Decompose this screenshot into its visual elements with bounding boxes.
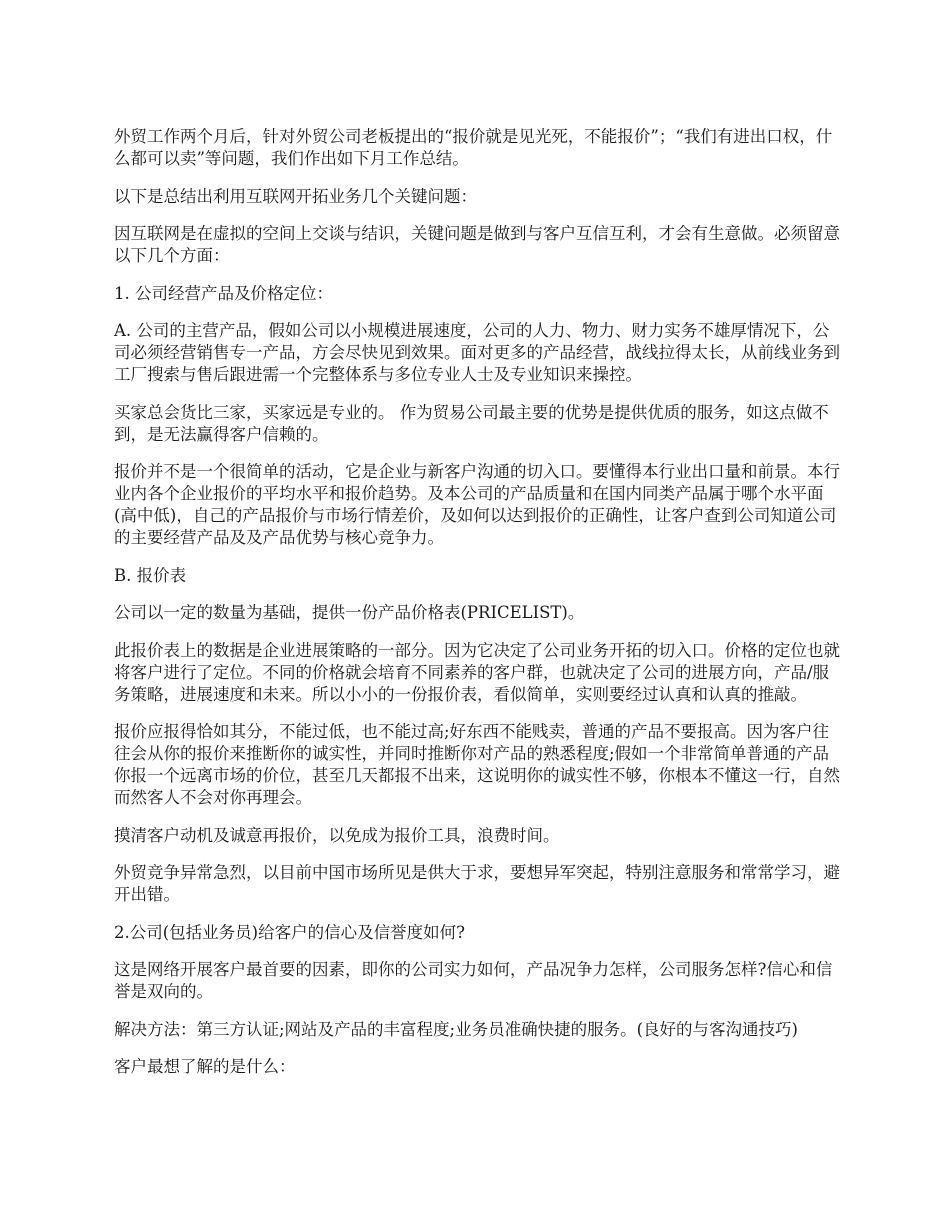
paragraph-quotation-activity: 报价并不是一个很简单的活动，它是企业与新客户沟通的切入口。要懂得本行业出口量和前景。本行业内各个企业报价的平均水平和报价趋势。及本公司的产品质量和在国内同类产品属于哪个水平面(高中低)，自己的产品报价与市场行情差价，及如何以达到报价的正确性，让客户查到公司知道公司的主要经营产品及及产品优势与核心竞争力。 bbox=[114, 462, 840, 547]
paragraph-main-products: A. 公司的主营产品，假如公司以小规模进展速度，公司的人力、物力、财力实务不雄厚情况下，公司必须经营销售专一产品，方会尽快见到效果。面对更多的产品经营，战线拉得太长，从前线业务到工厂搜索与售后跟进需一个完整体系与多位专业人士及专业知识来操控。 bbox=[114, 321, 840, 384]
paragraph-price-list-basis: 公司以一定的数量为基础，提供一份产品价格表(PRICELIST)。 bbox=[114, 603, 585, 622]
paragraph-primary-factor: 这是网络开展客户最首要的因素，即你的公司实力如何，产品况争力怎样，公司服务怎样?信心和信誉是双向的。 bbox=[114, 960, 833, 1001]
paragraph-buyers-compare: 买家总会货比三家，买家远是专业的。 作为贸易公司最主要的优势是提供优质的服务，如这点做不到，是无法赢得客户信赖的。 bbox=[114, 402, 829, 444]
paragraph-intro: 外贸工作两个月后，针对外贸公司老板提出的“报价就是见光死，不能报价”；“我们有进出口权，什么都可以卖”等问题，我们作出如下月工作总结。 bbox=[114, 127, 833, 168]
paragraph-solution: 解决方法：第三方认证;网站及产品的丰富程度;业务员准确快捷的服务。(良好的与客沟通技巧) bbox=[114, 1019, 798, 1039]
document-body bbox=[114, 126, 840, 1094]
paragraph-appropriate-price: 报价应报得恰如其分，不能过低，也不能过高;好东西不能贱卖，普通的产品不要报高。因为客户往往会从你的报价来推断你的诚实性，并同时推断你对产品的熟悉程度;假如一个非常简单普通的产品你报一个远离市场的价位，甚至几天都报不出来，这说明你的诚实性不够，你根本不懂这一行，自然而然客人不会对你再理会。 bbox=[114, 722, 840, 807]
heading-section-1: 1. 公司经营产品及价格定位： bbox=[114, 283, 333, 303]
paragraph-competition: 外贸竞争异常急烈，以目前中国市场所见是供大于求，要想异军突起，特别注意服务和常常学习，避开出错。 bbox=[114, 863, 840, 904]
heading-price-list: B. 报价表 bbox=[114, 565, 187, 585]
paragraph-customer-want: 客户最想了解的是什么： bbox=[114, 1057, 296, 1076]
paragraph-internet-trust: 因互联网是在虚拟的空间上交谈与结识，关键问题是做到与客户互信互利，才会有生意做。必须留意以下几个方面： bbox=[114, 224, 840, 265]
paragraph-customer-motive: 摸清客户动机及诚意再报价，以免成为报价工具，浪费时间。 bbox=[114, 825, 560, 845]
heading-section-2: 2.公司(包括业务员)给客户的信心及信誉度如何? bbox=[114, 922, 465, 942]
paragraph-summary-lead: 以下是总结出利用互联网开拓业务几个关键问题： bbox=[114, 186, 477, 206]
paragraph-price-strategy: 此报价表上的数据是企业进展策略的一部分。因为它决定了公司业务开拓的切入口。价格的定位也就将客户进行了定位。不同的价格就会培育不同素养的客户群，也就决定了公司的进展方向，产品/服务策略，进展速度和未来。所以小小的一份报价表，看似简单，实则要经过认真和认真的推敲。 bbox=[114, 640, 840, 704]
